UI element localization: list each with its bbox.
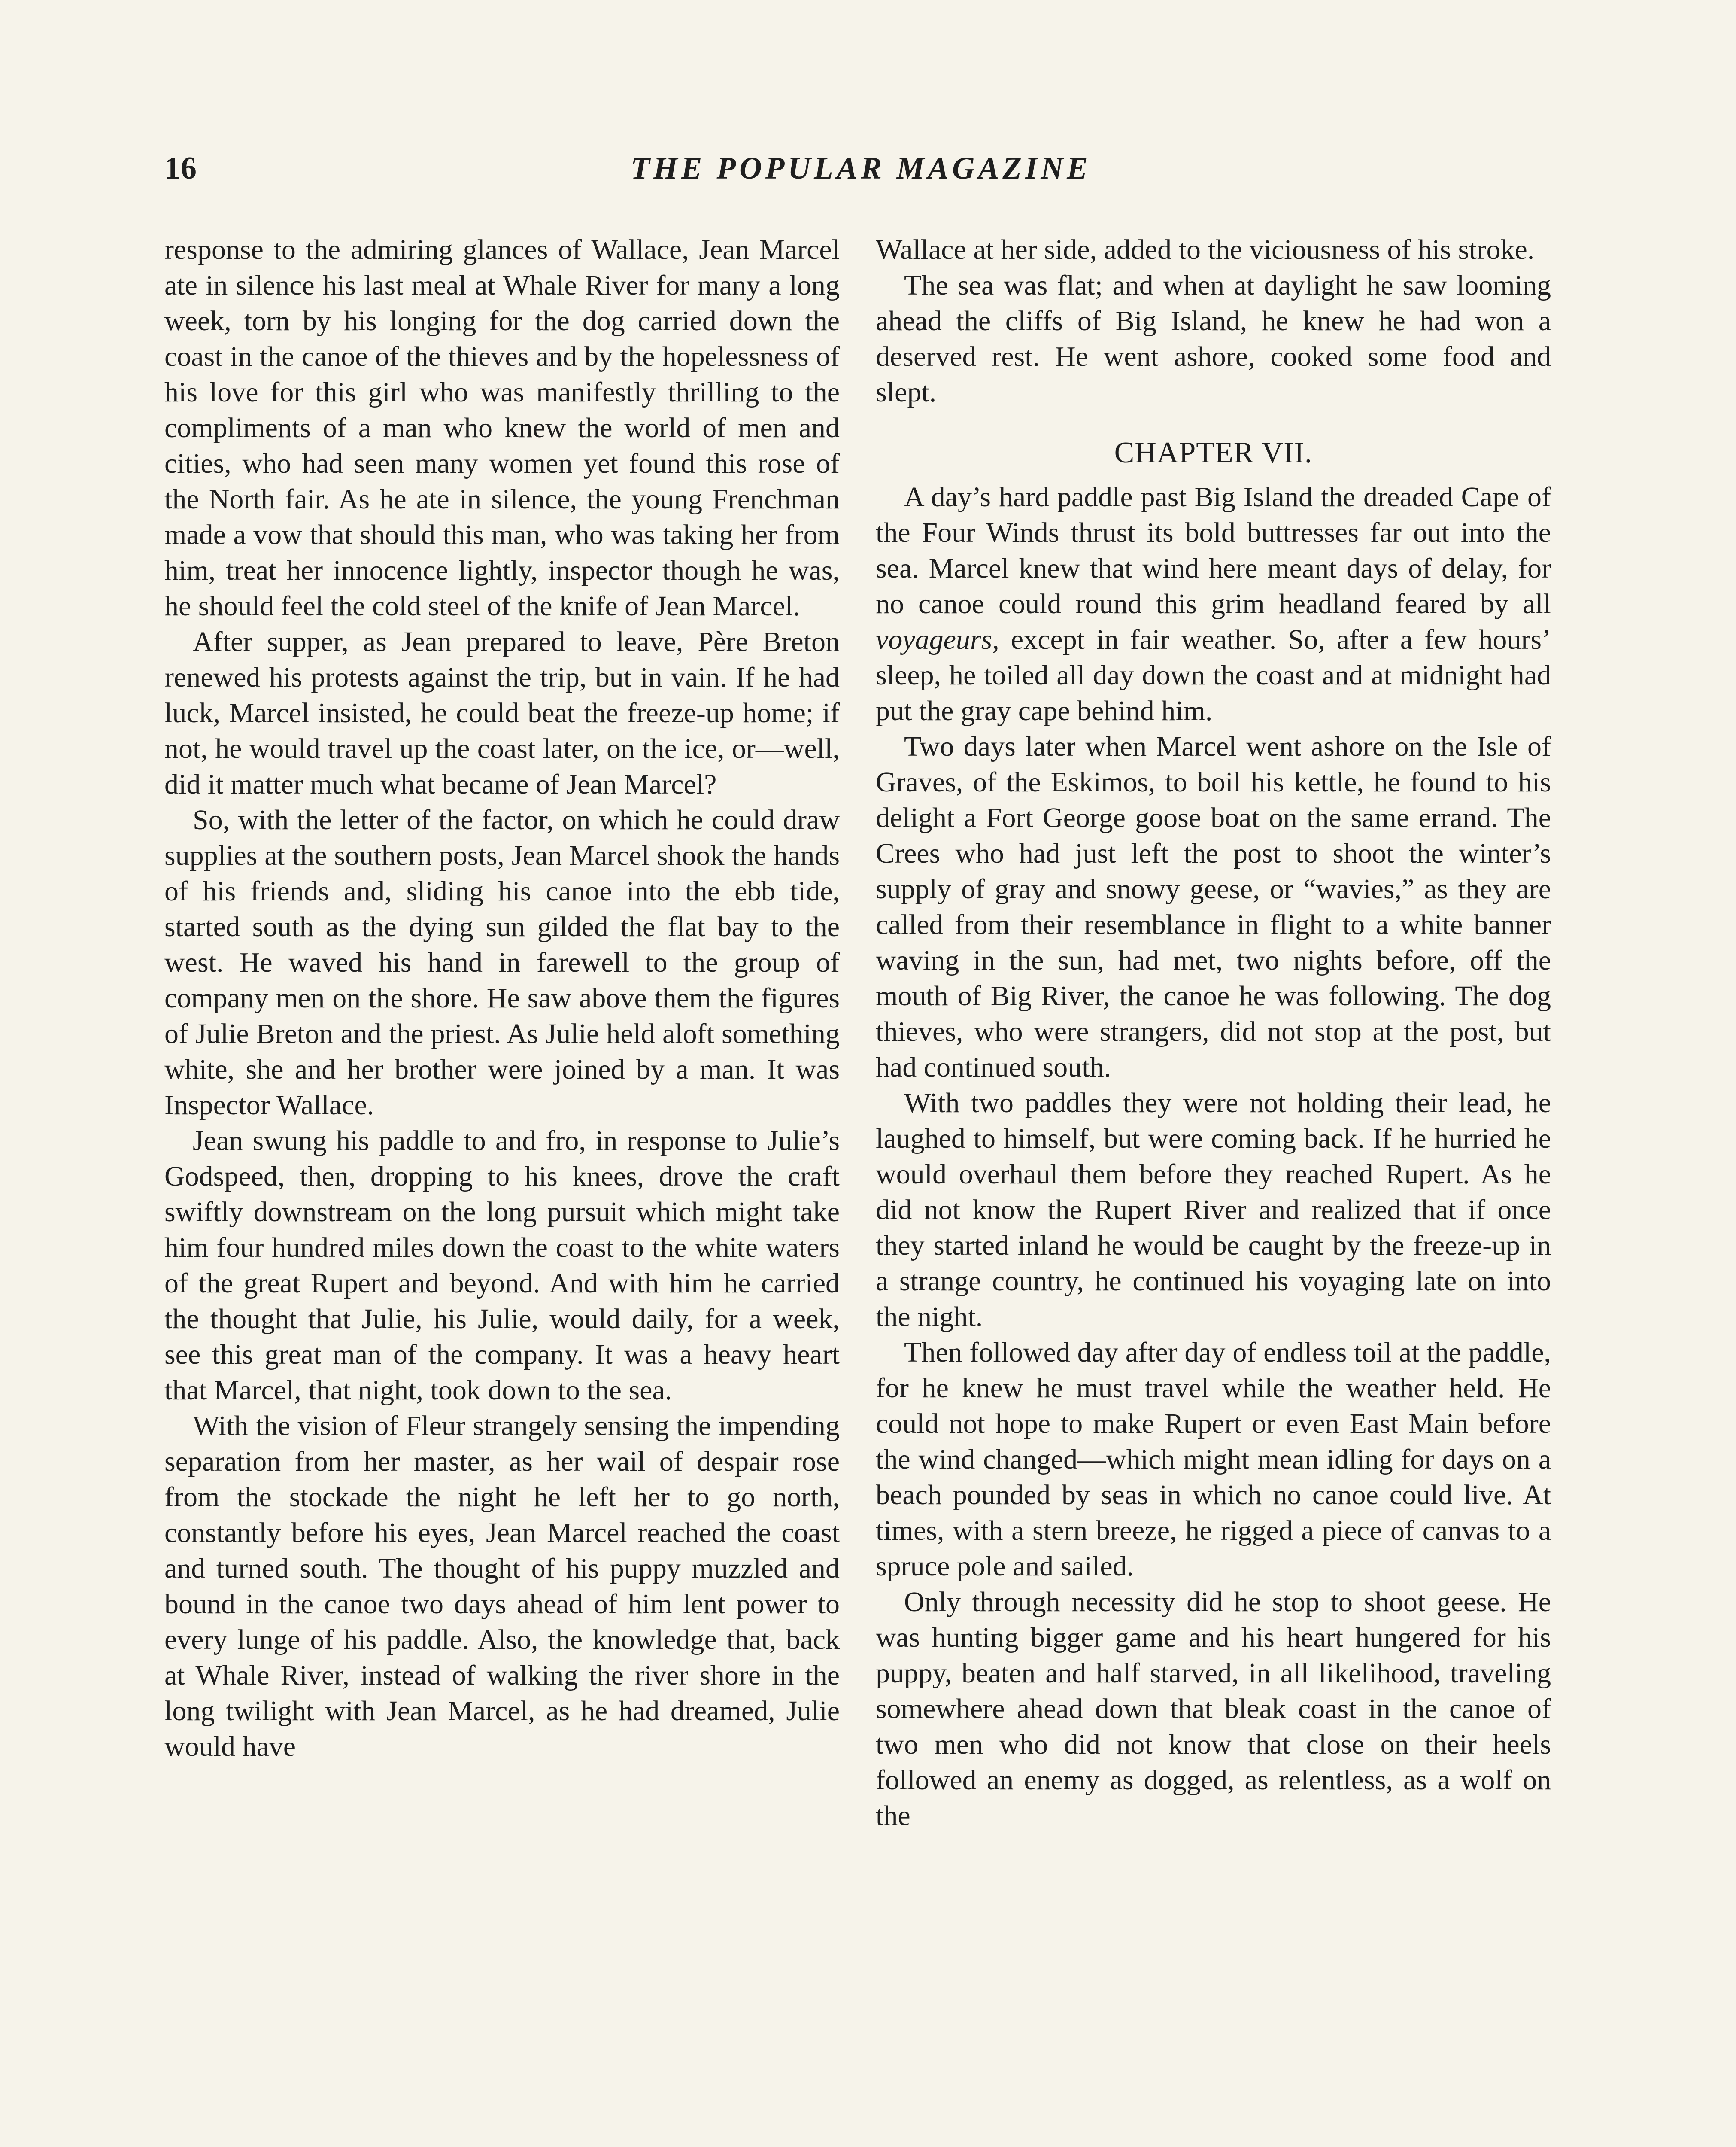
paragraph: Jean swung his paddle to and fro, in response to Julie’s Godspeed, then, dropping to his knees, drove the craft swiftly downstream on the long pursuit which might take him four hundred miles down the coast to the white waters of the great Rupert and beyond. And with him he carried the thought that Julie, his Julie, would daily, for a week, see this great man of the company. It was a heavy heart that Marcel, that night, took down to the sea. <box>164 1125 840 1406</box>
paragraph: Then followed day after day of endless toil at the paddle, for he knew he must travel while the weather held. He could not hope to make Rupert or even East Main before the wind changed—which might mean idling for days on a beach pounded by seas in which no canoe could live. At times, with a stern breeze, he rigged a piece of canvas to a spruce pole and sailed. <box>876 1337 1551 1582</box>
paragraph: Wallace at her side, added to the viciousness of his stroke. <box>876 234 1535 265</box>
right-text-column <box>876 232 1551 2147</box>
paragraph: The sea was flat; and when at daylight he saw looming ahead the cliffs of Big Island, he knew he had won a deserved rest. He went ashore, cooked some food and slept. <box>876 270 1551 408</box>
paragraph: Two days later when Marcel went ashore on the Isle of Graves, of the Eskimos, to boil his kettle, he found to his delight a Fort George goose boat on the same errand. The Crees who had just left the post to shoot the winter’s supply of gray and snowy geese, or “wavies,” as they are called from their resemblance in flight to a white banner waving in the sun, had met, two nights before, off the mouth of Big River, the canoe he was following. The dog thieves, who were strangers, did not stop at the post, but had continued south. <box>876 731 1551 1083</box>
chapter-opening-paragraph <box>876 479 1551 729</box>
paragraph: After supper, as Jean prepared to leave, Père Breton renewed his protests against the trip, but in vain. If he had luck, Marcel insisted, he could beat the freeze-up home; if not, he would travel up the coast later, on the ice, or—well, did it matter much what became of Jean Marcel? <box>164 626 840 800</box>
page-number: 16 <box>164 151 197 186</box>
paragraph: Only through necessity did he stop to shoot geese. He was hunting bigger game and his heart hungered for his puppy, beaten and half starved, in all likelihood, traveling somewhere ahead down that bleak coast in the canoe of two men who did not know that close on their heels followed an enemy as dogged, as relentless, as a wolf on the <box>876 1586 1551 1831</box>
magazine-title: THE POPULAR MAGAZINE <box>631 151 1091 186</box>
chapter-heading: CHAPTER VII. <box>1114 436 1313 469</box>
left-text-column <box>164 232 840 2147</box>
paragraph: response to the admiring glances of Wallace, Jean Marcel ate in silence his last meal at Whale River for many a long week, torn by his longing for the dog carried down the coast in the canoe of the thieves and by the hopelessness of his love for this girl who was manifestly thrilling to the compliments of a man who knew the world of men and cities, who had seen many women yet found this rose of the North fair. As he ate in silence, the young Frenchman made a vow that should this man, who was taking her from him, treat her innocence lightly, inspector though he was, he should feel the cold steel of the knife of Jean Marcel. <box>164 234 840 622</box>
paragraph: So, with the letter of the factor, on which he could draw supplies at the southern posts, Jean Marcel shook the hands of his friends and, sliding his canoe into the ebb tide, started south as the dying sun gilded the flat bay to the west. He waved his hand in farewell to the group of company men on the shore. He saw above them the figures of Julie Breton and the priest. As Julie held aloft something white, she and her brother were joined by a man. It was Inspector Wallace. <box>164 804 840 1121</box>
page-header <box>164 150 1557 202</box>
paragraph: With the vision of Fleur strangely sensing the impending separation from her master, as her wail of despair rose from the stockade the night he left her to go north, constantly before his eyes, Jean Marcel reached the coast and turned south. The thought of his puppy muzzled and bound in the canoe two days ahead of him lent power to every lunge of his paddle. Also, the knowledge that, back at Whale River, instead of walking the river shore in the long twilight with Jean Marcel, as he had dreamed, Julie would have <box>164 1410 840 1762</box>
paragraph-text: except in fair weather. So, after a few hours’ sleep, he toiled all day down the coast and at midnight had put the gray cape behind him. <box>876 624 1551 727</box>
paragraph: With two paddles they were not holding their lead, he laughed to himself, but were coming back. If he hurried he would overhaul them before they reached Rupert. As he did not know the Rupert River and realized that if once they started inland he would be caught by the freeze-up in a strange country, he continued his voyaging late on into the night. <box>876 1087 1551 1332</box>
paragraph-text: A day’s hard paddle past Big Island the dreaded Cape of the Four Winds thrust its bold buttresses far out into the sea. Marcel knew that wind here meant days of delay, for no canoe could round this grim headland feared by all <box>876 481 1551 620</box>
italic-word: voyageurs, <box>876 624 999 655</box>
